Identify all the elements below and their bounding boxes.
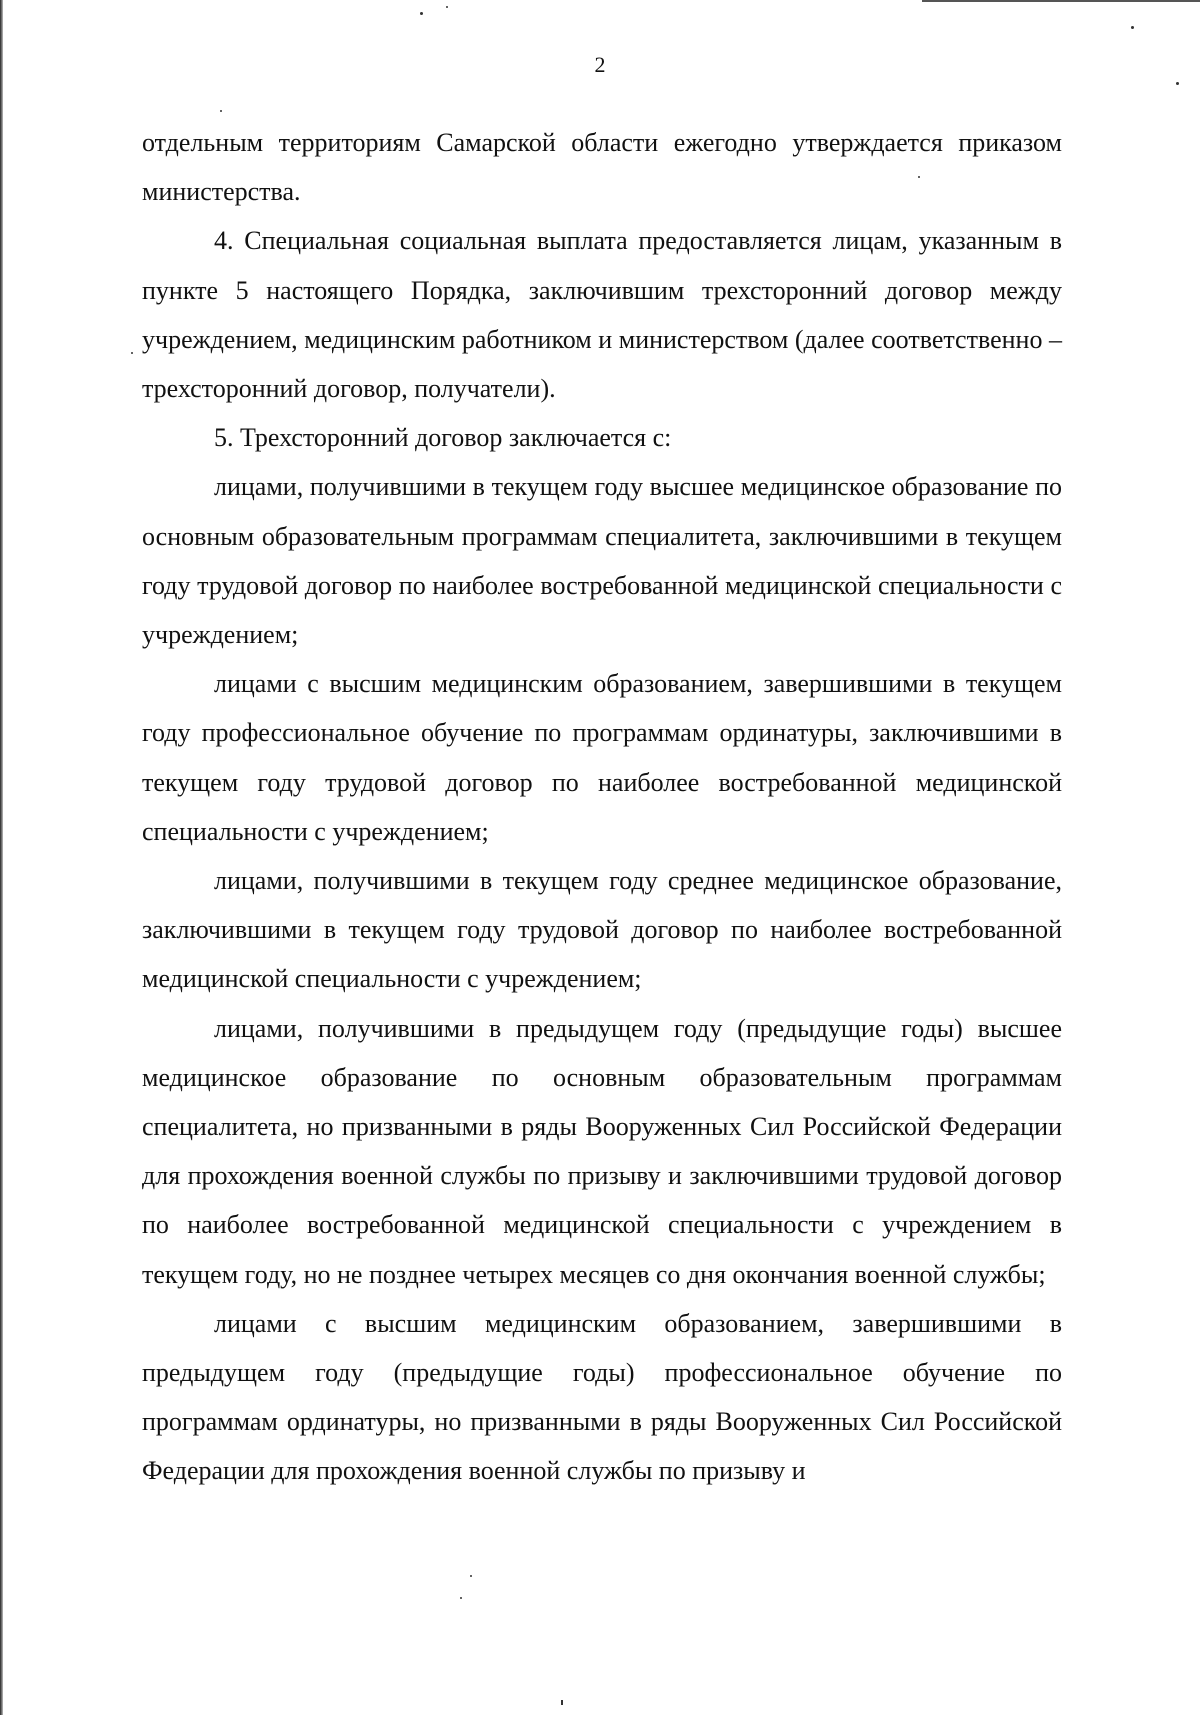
scan-speck (460, 1597, 462, 1599)
paragraph-item-4: 4. Специальная социальная выплата предоставляется лицам, указанным в пункте 5 настоящего Порядка, заключившим трехсторонний договор между учреждением, медицинским работником и министерством (далее соответственно – трехсторонний договор, получатели). (142, 226, 1062, 404)
scan-speck (131, 352, 133, 354)
scan-speck (420, 12, 423, 15)
paragraph-recipients-military-residency: лицами с высшим медицинским образованием, завершившими в предыдущем году (предыдущие годы) профессиональное обучение по программам ординатуры, но призванными в ряды Вооруженных Сил Российской Федерации для прохождения военной службы по призыву и (142, 1308, 1062, 1486)
paragraph-recipients-residency: лицами с высшим медицинским образованием, завершившими в текущем году профессиональное обучение по программам ординатуры, заключившими в текущем году трудовой договор по наиболее востребованной медицинской специальности с учреждением; (142, 669, 1062, 846)
paragraph-continuation: отдельным территориям Самарской области ежегодно утверждается приказом министерства. (142, 128, 1062, 207)
page-number: 2 (594, 52, 606, 77)
paragraph-recipients-higher-education: лицами, получившими в текущем году высшее медицинское образование по основным образовательным программам специалитета, заключившими в текущем году трудовой договор по наиболее востребованной медицинской специальности с учреждением; (142, 472, 1062, 650)
paragraph-item-5: 5. Трехсторонний договор заключается с: (214, 423, 672, 453)
scan-speck (1131, 26, 1134, 29)
scan-speck (1176, 82, 1179, 85)
scan-speck (561, 1700, 563, 1705)
scan-speck (470, 1575, 472, 1577)
scan-speck (446, 6, 448, 8)
scan-speck (220, 110, 222, 112)
paragraph-recipients-military-higher-education: лицами, получившими в предыдущем году (предыдущие годы) высшее медицинское образование по основным образовательным программам специалитета, но призванными в ряды Вооруженных Сил Российской Федерации для прохождения военной службы по призыву и заключившими трудовой договор по наиболее востребованной медицинской специальности с учреждением в текущем году, но не позднее четырех месяцев со дня окончания военной службы; (142, 1013, 1062, 1289)
scan-line-top (922, 0, 1200, 2)
paragraph-recipients-secondary-education: лицами, получившими в текущем году среднее медицинское образование, заключившими в текущем году трудовой договор по наиболее востребованной медицинской специальности с учреждением; (142, 866, 1062, 994)
scan-edge-left (0, 0, 3, 1715)
document-body (142, 118, 1062, 1496)
